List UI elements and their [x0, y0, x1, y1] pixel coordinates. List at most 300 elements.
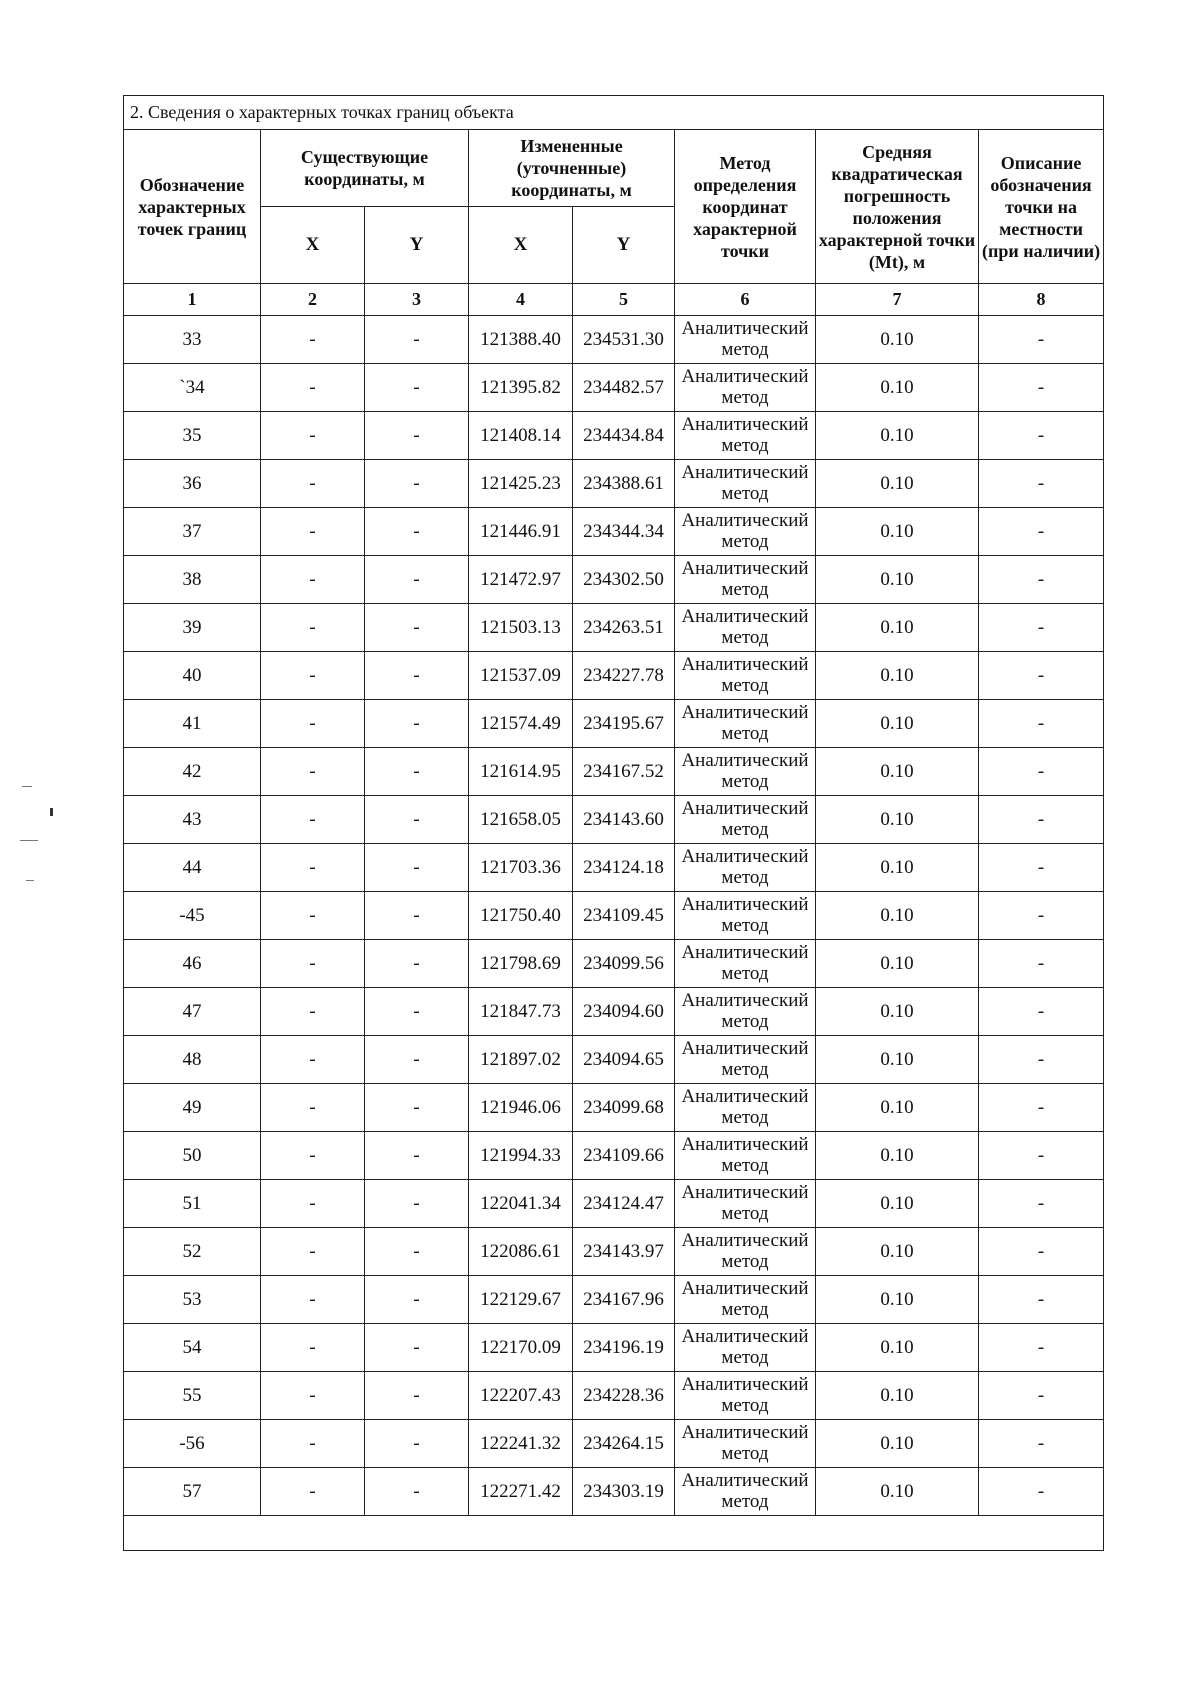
- description-cell: -: [979, 1132, 1104, 1180]
- method-label-line2: метод: [721, 482, 769, 504]
- existing-y-cell: -: [365, 460, 469, 508]
- method-label-line2: метод: [721, 626, 769, 648]
- point-id-cell: 35: [124, 412, 261, 460]
- point-id-cell: 38: [124, 556, 261, 604]
- method-cell: [675, 940, 816, 988]
- description-cell: -: [979, 460, 1104, 508]
- description-cell: -: [979, 412, 1104, 460]
- changed-y-cell: 234124.18: [573, 844, 675, 892]
- error-cell: 0.10: [816, 1372, 979, 1420]
- changed-y-cell: 234264.15: [573, 1420, 675, 1468]
- table-row: [124, 796, 1104, 844]
- scan-mark: [20, 840, 38, 841]
- method-label-line2: метод: [721, 674, 769, 696]
- table-body: [124, 316, 1104, 1516]
- table-row: [124, 1372, 1104, 1420]
- section-title-row: [124, 96, 1104, 130]
- scan-mark: [22, 786, 32, 787]
- method-label-line2: метод: [721, 1298, 769, 1320]
- changed-y-cell: 234302.50: [573, 556, 675, 604]
- existing-x-cell: -: [261, 940, 365, 988]
- existing-x-cell: -: [261, 1180, 365, 1228]
- point-id-cell: 51: [124, 1180, 261, 1228]
- method-cell: [675, 748, 816, 796]
- changed-y-cell: 234143.60: [573, 796, 675, 844]
- method-cell: [675, 1468, 816, 1516]
- existing-y-cell: -: [365, 1420, 469, 1468]
- point-id-cell: 49: [124, 1084, 261, 1132]
- existing-x-cell: -: [261, 508, 365, 556]
- changed-x-cell: 121750.40: [469, 892, 573, 940]
- description-cell: -: [979, 556, 1104, 604]
- point-id-cell: `34: [124, 364, 261, 412]
- changed-x-cell: 121847.73: [469, 988, 573, 1036]
- error-cell: 0.10: [816, 556, 979, 604]
- description-cell: -: [979, 1036, 1104, 1084]
- method-label-line2: метод: [721, 386, 769, 408]
- existing-y-cell: -: [365, 604, 469, 652]
- point-id-cell: 43: [124, 796, 261, 844]
- empty-footer-row: [124, 1516, 1104, 1551]
- column-number: 8: [979, 284, 1104, 316]
- method-cell: [675, 1228, 816, 1276]
- error-cell: 0.10: [816, 1468, 979, 1516]
- error-cell: 0.10: [816, 700, 979, 748]
- description-cell: -: [979, 844, 1104, 892]
- table-row: [124, 988, 1104, 1036]
- table-row: [124, 1420, 1104, 1468]
- error-cell: 0.10: [816, 316, 979, 364]
- method-cell: [675, 988, 816, 1036]
- description-cell: -: [979, 1084, 1104, 1132]
- changed-y-cell: 234434.84: [573, 412, 675, 460]
- existing-x-cell: -: [261, 892, 365, 940]
- changed-x-cell: 121574.49: [469, 700, 573, 748]
- table-row: [124, 892, 1104, 940]
- description-cell: -: [979, 1276, 1104, 1324]
- table-row: [124, 508, 1104, 556]
- existing-y-cell: -: [365, 508, 469, 556]
- column-numbers-row: [124, 284, 1104, 316]
- method-label-line1: Аналитический: [681, 1421, 809, 1443]
- method-label-line2: метод: [721, 1442, 769, 1464]
- existing-x-cell: -: [261, 604, 365, 652]
- method-cell: [675, 412, 816, 460]
- method-cell: [675, 1276, 816, 1324]
- error-cell: 0.10: [816, 1036, 979, 1084]
- method-label-line1: Аналитический: [681, 749, 809, 771]
- column-number: 7: [816, 284, 979, 316]
- changed-x-cell: 121408.14: [469, 412, 573, 460]
- table-row: [124, 844, 1104, 892]
- existing-y-cell: -: [365, 940, 469, 988]
- description-cell: -: [979, 1180, 1104, 1228]
- method-label-line2: метод: [721, 914, 769, 936]
- method-label-line1: Аналитический: [681, 653, 809, 675]
- changed-x-cell: 121503.13: [469, 604, 573, 652]
- description-cell: -: [979, 796, 1104, 844]
- method-cell: [675, 892, 816, 940]
- scan-mark: [26, 880, 34, 881]
- existing-y-cell: -: [365, 892, 469, 940]
- boundary-points-table: [123, 95, 1104, 1551]
- error-cell: 0.10: [816, 1084, 979, 1132]
- table-row: [124, 748, 1104, 796]
- existing-x-cell: -: [261, 844, 365, 892]
- description-cell: -: [979, 940, 1104, 988]
- point-id-cell: 46: [124, 940, 261, 988]
- existing-y-cell: -: [365, 1132, 469, 1180]
- header-method: Метод определения координат характерной точки: [675, 130, 816, 284]
- existing-x-cell: -: [261, 652, 365, 700]
- table-row: [124, 316, 1104, 364]
- changed-x-cell: 121537.09: [469, 652, 573, 700]
- changed-x-cell: 122241.32: [469, 1420, 573, 1468]
- header-row: [124, 130, 1104, 207]
- point-id-cell: 36: [124, 460, 261, 508]
- error-cell: 0.10: [816, 460, 979, 508]
- changed-y-cell: 234109.45: [573, 892, 675, 940]
- method-label-line1: Аналитический: [681, 1181, 809, 1203]
- table-row: [124, 1036, 1104, 1084]
- method-label-line1: Аналитический: [681, 413, 809, 435]
- column-number: 3: [365, 284, 469, 316]
- method-label-line2: метод: [721, 530, 769, 552]
- point-id-cell: 40: [124, 652, 261, 700]
- method-cell: [675, 364, 816, 412]
- existing-y-cell: -: [365, 412, 469, 460]
- header-existing-x: X: [261, 207, 365, 284]
- method-cell: [675, 700, 816, 748]
- method-label-line1: Аналитический: [681, 1085, 809, 1107]
- method-cell: [675, 1036, 816, 1084]
- table-row: [124, 604, 1104, 652]
- error-cell: 0.10: [816, 604, 979, 652]
- table-row: [124, 652, 1104, 700]
- method-cell: [675, 1372, 816, 1420]
- description-cell: -: [979, 748, 1104, 796]
- existing-x-cell: -: [261, 364, 365, 412]
- changed-x-cell: 121395.82: [469, 364, 573, 412]
- header-existing-coordinates: Существующие координаты, м: [261, 130, 469, 207]
- method-label-line1: Аналитический: [681, 989, 809, 1011]
- point-id-cell: 52: [124, 1228, 261, 1276]
- method-cell: [675, 460, 816, 508]
- existing-x-cell: -: [261, 1084, 365, 1132]
- changed-x-cell: 122086.61: [469, 1228, 573, 1276]
- method-label-line2: метод: [721, 1058, 769, 1080]
- method-label-line2: метод: [721, 1106, 769, 1128]
- table-row: [124, 556, 1104, 604]
- existing-x-cell: -: [261, 412, 365, 460]
- changed-x-cell: 121388.40: [469, 316, 573, 364]
- error-cell: 0.10: [816, 1180, 979, 1228]
- error-cell: 0.10: [816, 796, 979, 844]
- existing-y-cell: -: [365, 1036, 469, 1084]
- existing-y-cell: -: [365, 1084, 469, 1132]
- changed-y-cell: 234143.97: [573, 1228, 675, 1276]
- column-number: 2: [261, 284, 365, 316]
- error-cell: 0.10: [816, 1420, 979, 1468]
- existing-x-cell: -: [261, 1372, 365, 1420]
- point-id-cell: 44: [124, 844, 261, 892]
- column-number: 5: [573, 284, 675, 316]
- existing-y-cell: -: [365, 844, 469, 892]
- changed-y-cell: 234167.96: [573, 1276, 675, 1324]
- method-label-line1: Аналитический: [681, 845, 809, 867]
- method-cell: [675, 796, 816, 844]
- method-label-line2: метод: [721, 1010, 769, 1032]
- description-cell: -: [979, 1228, 1104, 1276]
- error-cell: 0.10: [816, 1324, 979, 1372]
- existing-y-cell: -: [365, 556, 469, 604]
- existing-y-cell: -: [365, 700, 469, 748]
- method-label-line1: Аналитический: [681, 317, 809, 339]
- changed-x-cell: 121946.06: [469, 1084, 573, 1132]
- method-label-line2: метод: [721, 722, 769, 744]
- description-cell: -: [979, 604, 1104, 652]
- table-row: [124, 700, 1104, 748]
- changed-y-cell: 234227.78: [573, 652, 675, 700]
- header-changed-coordinates: Измененные (уточненные) координаты, м: [469, 130, 675, 207]
- description-cell: -: [979, 1468, 1104, 1516]
- existing-x-cell: -: [261, 316, 365, 364]
- error-cell: 0.10: [816, 1132, 979, 1180]
- existing-y-cell: -: [365, 652, 469, 700]
- method-label-line2: метод: [721, 866, 769, 888]
- changed-y-cell: 234094.65: [573, 1036, 675, 1084]
- changed-x-cell: 121425.23: [469, 460, 573, 508]
- changed-x-cell: 122207.43: [469, 1372, 573, 1420]
- point-id-cell: 54: [124, 1324, 261, 1372]
- changed-x-cell: 122041.34: [469, 1180, 573, 1228]
- error-cell: 0.10: [816, 892, 979, 940]
- method-label-line2: метод: [721, 1202, 769, 1224]
- method-cell: [675, 604, 816, 652]
- method-label-line2: метод: [721, 1250, 769, 1272]
- method-cell: [675, 1180, 816, 1228]
- point-id-cell: -45: [124, 892, 261, 940]
- method-label-line2: метод: [721, 1490, 769, 1512]
- table-row: [124, 412, 1104, 460]
- method-label-line2: метод: [721, 434, 769, 456]
- changed-y-cell: 234482.57: [573, 364, 675, 412]
- error-cell: 0.10: [816, 748, 979, 796]
- error-cell: 0.10: [816, 1276, 979, 1324]
- description-cell: -: [979, 1420, 1104, 1468]
- point-id-cell: 33: [124, 316, 261, 364]
- table-row: [124, 1084, 1104, 1132]
- method-cell: [675, 508, 816, 556]
- point-id-cell: 39: [124, 604, 261, 652]
- method-label-line1: Аналитический: [681, 557, 809, 579]
- existing-x-cell: -: [261, 1324, 365, 1372]
- changed-x-cell: 121446.91: [469, 508, 573, 556]
- table-row: [124, 1228, 1104, 1276]
- description-cell: -: [979, 892, 1104, 940]
- method-cell: [675, 1132, 816, 1180]
- description-cell: -: [979, 988, 1104, 1036]
- changed-y-cell: 234195.67: [573, 700, 675, 748]
- description-cell: -: [979, 1372, 1104, 1420]
- method-cell: [675, 316, 816, 364]
- description-cell: -: [979, 700, 1104, 748]
- point-id-cell: 53: [124, 1276, 261, 1324]
- table-row: [124, 364, 1104, 412]
- method-label-line1: Аналитический: [681, 1469, 809, 1491]
- description-cell: -: [979, 652, 1104, 700]
- method-label-line1: Аналитический: [681, 1037, 809, 1059]
- changed-y-cell: 234344.34: [573, 508, 675, 556]
- method-label-line2: метод: [721, 1346, 769, 1368]
- header-existing-y: Y: [365, 207, 469, 284]
- description-cell: -: [979, 1324, 1104, 1372]
- scan-mark: [50, 808, 53, 816]
- column-number: 6: [675, 284, 816, 316]
- scan-margin-marks: [20, 780, 60, 900]
- method-label-line1: Аналитический: [681, 893, 809, 915]
- point-id-cell: 41: [124, 700, 261, 748]
- method-label-line2: метод: [721, 1154, 769, 1176]
- existing-y-cell: -: [365, 1372, 469, 1420]
- existing-x-cell: -: [261, 1132, 365, 1180]
- table-row: [124, 1324, 1104, 1372]
- existing-x-cell: -: [261, 748, 365, 796]
- existing-x-cell: -: [261, 1420, 365, 1468]
- changed-y-cell: 234388.61: [573, 460, 675, 508]
- point-id-cell: -56: [124, 1420, 261, 1468]
- column-number: 1: [124, 284, 261, 316]
- method-cell: [675, 1084, 816, 1132]
- method-label-line1: Аналитический: [681, 461, 809, 483]
- description-cell: -: [979, 508, 1104, 556]
- empty-footer-cell: [124, 1516, 1104, 1551]
- changed-x-cell: 121703.36: [469, 844, 573, 892]
- method-label-line2: метод: [721, 578, 769, 600]
- existing-x-cell: -: [261, 700, 365, 748]
- changed-y-cell: 234263.51: [573, 604, 675, 652]
- method-cell: [675, 1324, 816, 1372]
- changed-x-cell: 121897.02: [469, 1036, 573, 1084]
- error-cell: 0.10: [816, 412, 979, 460]
- description-cell: -: [979, 316, 1104, 364]
- existing-x-cell: -: [261, 556, 365, 604]
- point-id-cell: 50: [124, 1132, 261, 1180]
- method-label-line1: Аналитический: [681, 605, 809, 627]
- changed-x-cell: 121658.05: [469, 796, 573, 844]
- description-cell: -: [979, 364, 1104, 412]
- table-row: [124, 940, 1104, 988]
- error-cell: 0.10: [816, 652, 979, 700]
- table-row: [124, 1468, 1104, 1516]
- section-title: 2. Сведения о характерных точках границ объекта: [124, 96, 1104, 130]
- table-row: [124, 460, 1104, 508]
- method-label-line1: Аналитический: [681, 365, 809, 387]
- existing-y-cell: -: [365, 364, 469, 412]
- method-cell: [675, 556, 816, 604]
- method-label-line1: Аналитический: [681, 1277, 809, 1299]
- existing-y-cell: -: [365, 1228, 469, 1276]
- existing-y-cell: -: [365, 988, 469, 1036]
- changed-y-cell: 234531.30: [573, 316, 675, 364]
- changed-y-cell: 234167.52: [573, 748, 675, 796]
- point-id-cell: 47: [124, 988, 261, 1036]
- existing-y-cell: -: [365, 748, 469, 796]
- changed-x-cell: 122129.67: [469, 1276, 573, 1324]
- table-row: [124, 1180, 1104, 1228]
- existing-x-cell: -: [261, 1228, 365, 1276]
- changed-y-cell: 234099.68: [573, 1084, 675, 1132]
- changed-y-cell: 234094.60: [573, 988, 675, 1036]
- error-cell: 0.10: [816, 940, 979, 988]
- point-id-cell: 57: [124, 1468, 261, 1516]
- existing-y-cell: -: [365, 1276, 469, 1324]
- method-cell: [675, 1420, 816, 1468]
- header-changed-x: X: [469, 207, 573, 284]
- existing-y-cell: -: [365, 1180, 469, 1228]
- point-id-cell: 48: [124, 1036, 261, 1084]
- existing-y-cell: -: [365, 1324, 469, 1372]
- method-label-line2: метод: [721, 338, 769, 360]
- method-label-line1: Аналитический: [681, 941, 809, 963]
- existing-y-cell: -: [365, 1468, 469, 1516]
- existing-y-cell: -: [365, 316, 469, 364]
- error-cell: 0.10: [816, 988, 979, 1036]
- header-point-designation: Обозначение характерных точек границ: [124, 130, 261, 284]
- method-label-line1: Аналитический: [681, 1229, 809, 1251]
- method-label-line1: Аналитический: [681, 1373, 809, 1395]
- method-label-line1: Аналитический: [681, 1325, 809, 1347]
- existing-x-cell: -: [261, 1276, 365, 1324]
- method-label-line1: Аналитический: [681, 509, 809, 531]
- existing-x-cell: -: [261, 1468, 365, 1516]
- method-label-line1: Аналитический: [681, 1133, 809, 1155]
- existing-x-cell: -: [261, 460, 365, 508]
- point-id-cell: 37: [124, 508, 261, 556]
- changed-x-cell: 121472.97: [469, 556, 573, 604]
- changed-y-cell: 234109.66: [573, 1132, 675, 1180]
- existing-x-cell: -: [261, 1036, 365, 1084]
- header-description: Описание обозначения точки на местности (при наличии): [979, 130, 1104, 284]
- header-changed-y: Y: [573, 207, 675, 284]
- changed-y-cell: 234196.19: [573, 1324, 675, 1372]
- changed-x-cell: 121994.33: [469, 1132, 573, 1180]
- changed-x-cell: 122170.09: [469, 1324, 573, 1372]
- column-number: 4: [469, 284, 573, 316]
- table-row: [124, 1132, 1104, 1180]
- document-sheet: [123, 95, 1103, 1551]
- existing-x-cell: -: [261, 988, 365, 1036]
- changed-x-cell: 121798.69: [469, 940, 573, 988]
- point-id-cell: 55: [124, 1372, 261, 1420]
- existing-x-cell: -: [261, 796, 365, 844]
- changed-y-cell: 234228.36: [573, 1372, 675, 1420]
- point-id-cell: 42: [124, 748, 261, 796]
- error-cell: 0.10: [816, 844, 979, 892]
- changed-x-cell: 122271.42: [469, 1468, 573, 1516]
- table-row: [124, 1276, 1104, 1324]
- changed-y-cell: 234124.47: [573, 1180, 675, 1228]
- existing-y-cell: -: [365, 796, 469, 844]
- method-cell: [675, 844, 816, 892]
- header-error: Средняя квадратическая погрешность положения характерной точки (Mt), м: [816, 130, 979, 284]
- changed-y-cell: 234303.19: [573, 1468, 675, 1516]
- method-label-line2: метод: [721, 818, 769, 840]
- method-label-line1: Аналитический: [681, 797, 809, 819]
- method-label-line2: метод: [721, 770, 769, 792]
- error-cell: 0.10: [816, 508, 979, 556]
- changed-x-cell: 121614.95: [469, 748, 573, 796]
